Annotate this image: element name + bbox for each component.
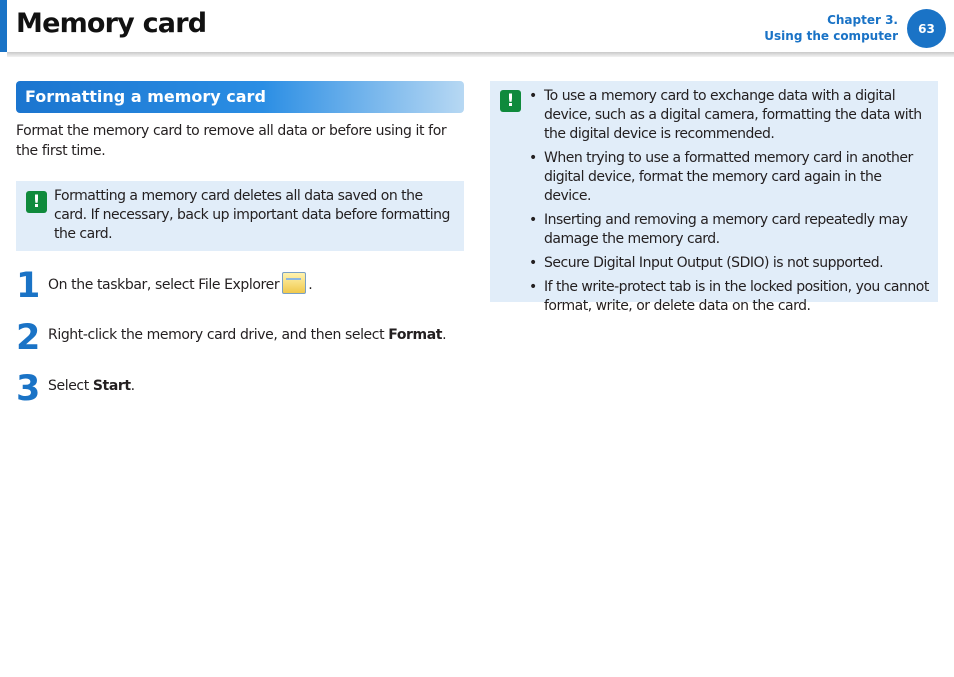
header-accent-bar <box>0 0 7 52</box>
section-heading: Formatting a memory card <box>16 81 464 113</box>
step-text-part: On the taskbar, select File Explorer <box>48 277 280 293</box>
step-text <box>48 377 135 396</box>
note-item <box>528 149 930 206</box>
chapter-label <box>764 12 898 44</box>
note-text: When trying to use a formatted memory card in another digital device, format the memory card again in the device. <box>544 150 913 204</box>
note-item <box>528 254 930 273</box>
formatting-warning-text: Formatting a memory card deletes all data saved on the card. If necessary, back up important data before formatting the card. <box>54 188 450 242</box>
step-text <box>48 274 312 296</box>
step-text-part: Select <box>48 378 93 394</box>
chapter-title: Using the computer <box>764 29 898 43</box>
notes-list <box>528 87 930 321</box>
step-number: 2 <box>16 318 41 358</box>
step-number: 3 <box>16 369 41 409</box>
section-intro: Format the memory card to remove all data or before using it for the first time. <box>16 123 447 159</box>
step-text <box>48 326 446 345</box>
note-item <box>528 278 930 316</box>
bullet: • <box>529 255 537 271</box>
step-keyword: Start <box>92 378 131 394</box>
step-text-end: . <box>308 277 313 293</box>
step-text-part: Right-click the memory card drive, and then select <box>48 327 389 343</box>
note-item <box>528 211 930 249</box>
bullet: • <box>529 150 537 166</box>
page-title: Memory card <box>16 8 207 39</box>
step-text-end: . <box>130 378 135 394</box>
step-keyword: Format <box>388 327 443 343</box>
formatting-warning-box <box>16 181 464 251</box>
file-explorer-icon <box>282 272 306 294</box>
warning-icon: ! <box>500 90 521 112</box>
warning-icon: ! <box>26 191 47 213</box>
bullet: • <box>529 212 537 228</box>
step-text-end: . <box>442 327 447 343</box>
notes-box <box>490 81 938 314</box>
note-text: Secure Digital Input Output (SDIO) is not supported. <box>544 255 884 271</box>
header-divider <box>7 52 954 57</box>
bullet: • <box>529 88 537 104</box>
note-item <box>528 87 930 144</box>
note-text: To use a memory card to exchange data with a digital device, such as a digital camera, formatting the data with the digital device is recommended. <box>544 88 922 142</box>
bullet: • <box>529 279 537 295</box>
note-text: Inserting and removing a memory card repeatedly may damage the memory card. <box>544 212 908 247</box>
note-text: If the write-protect tab is in the locked position, you cannot format, write, or delete data on the card. <box>544 279 929 314</box>
page-number-badge: 63 <box>907 9 946 48</box>
chapter-number: Chapter 3. <box>827 13 898 27</box>
step-number: 1 <box>16 266 41 306</box>
